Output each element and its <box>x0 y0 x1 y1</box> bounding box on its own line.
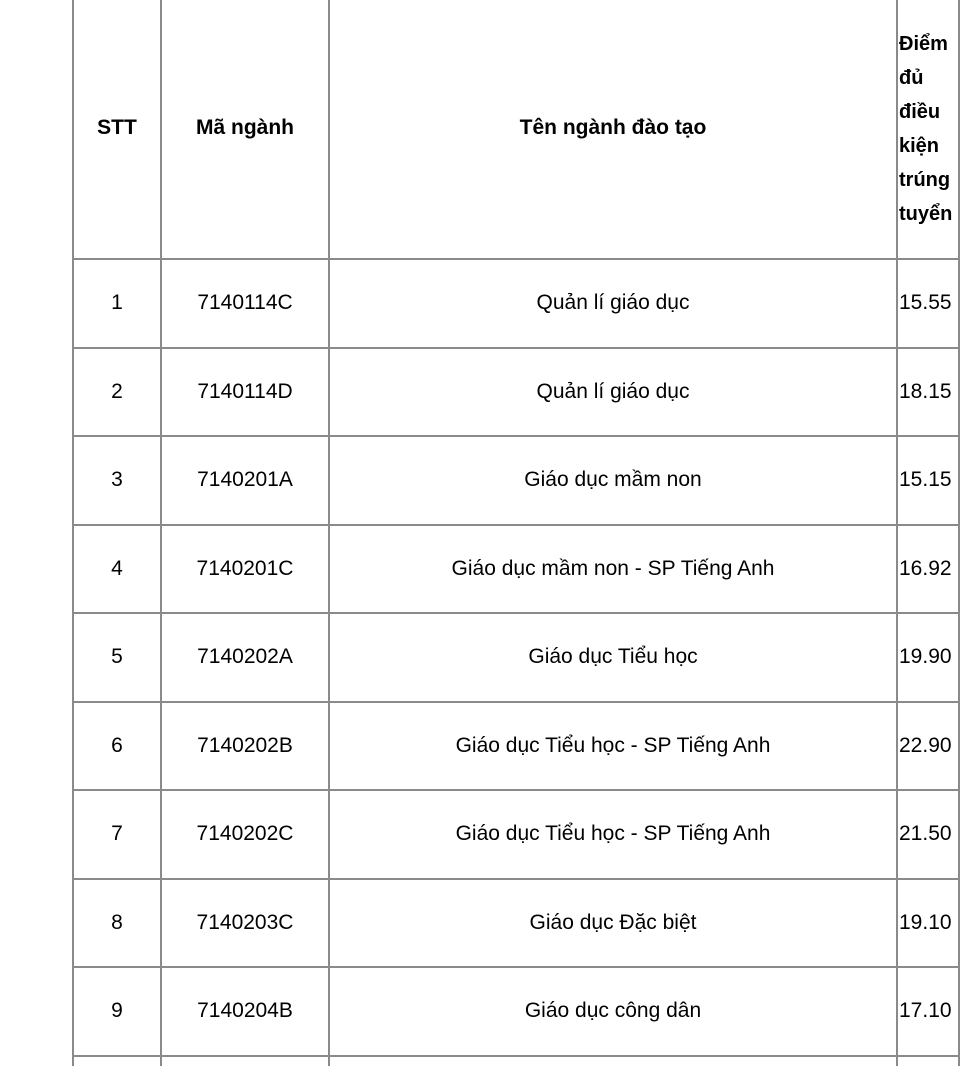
cell-stt: 2 <box>73 348 161 437</box>
cell-major-name: Giáo dục Tiểu học <box>329 613 897 702</box>
cell-major-code: 7140202C <box>161 790 329 879</box>
table-row <box>73 1056 960 1066</box>
cell-stt: 8 <box>73 879 161 968</box>
header-score-line: điều <box>899 101 941 123</box>
cell-major-code: 7140114C <box>161 259 329 348</box>
cell-major-code <box>161 1056 329 1066</box>
cell-stt: 6 <box>73 702 161 791</box>
cell-major-name: Quản lí giáo dục <box>329 259 897 348</box>
cell-major-code: 7140114D <box>161 348 329 437</box>
table-row <box>73 967 960 1056</box>
cell-score: 15.55 <box>897 259 960 348</box>
table-row <box>73 702 960 791</box>
cell-score: 19.10 <box>897 879 960 968</box>
cell-major-code: 7140203C <box>161 879 329 968</box>
table-row <box>73 525 960 614</box>
table-row <box>73 613 960 702</box>
cell-score: 19.90 <box>897 613 960 702</box>
cell-major-name: Quản lí giáo dục <box>329 348 897 437</box>
cell-major-name: Giáo dục công dân <box>329 967 897 1056</box>
table-row <box>73 436 960 525</box>
cell-major-name: Giáo dục Tiểu học - SP Tiếng Anh <box>329 702 897 791</box>
cell-score <box>897 1056 960 1066</box>
cell-major-name: Giáo dục mầm non <box>329 436 897 525</box>
cell-stt: 1 <box>73 259 161 348</box>
header-major-name: Tên ngành đào tạo <box>329 0 897 259</box>
cell-major-code: 7140201A <box>161 436 329 525</box>
cell-major-name: Giáo dục mầm non - SP Tiếng Anh <box>329 525 897 614</box>
header-score-line: tuyển <box>899 203 953 225</box>
cell-major-code: 7140202A <box>161 613 329 702</box>
header-major-code: Mã ngành <box>161 0 329 259</box>
cell-score: 21.50 <box>897 790 960 879</box>
cell-stt: 5 <box>73 613 161 702</box>
header-admission-score <box>897 0 960 259</box>
header-score-line: kiện <box>899 135 940 157</box>
table-row <box>73 879 960 968</box>
cell-stt: 7 <box>73 790 161 879</box>
cell-major-code: 7140204B <box>161 967 329 1056</box>
header-stt: STT <box>73 0 161 259</box>
cell-score: 15.15 <box>897 436 960 525</box>
cell-score: 18.15 <box>897 348 960 437</box>
cell-stt: 4 <box>73 525 161 614</box>
cell-score: 16.92 <box>897 525 960 614</box>
cell-stt: 3 <box>73 436 161 525</box>
cell-stt: 9 <box>73 967 161 1056</box>
cell-score: 17.10 <box>897 967 960 1056</box>
table-row <box>73 790 960 879</box>
cell-major-name: Giáo dục Đặc biệt <box>329 879 897 968</box>
table-row <box>73 348 960 437</box>
cell-major-name: Giáo dục Tiểu học - SP Tiếng Anh <box>329 790 897 879</box>
cell-major-name <box>329 1056 897 1066</box>
header-score-line: đủ <box>899 67 924 89</box>
table-row <box>73 259 960 348</box>
cell-score: 22.90 <box>897 702 960 791</box>
header-score-line: trúng <box>899 169 951 191</box>
cell-major-code: 7140201C <box>161 525 329 614</box>
header-score-line: Điểm <box>899 33 948 55</box>
cell-major-code: 7140202B <box>161 702 329 791</box>
admission-score-table <box>72 0 960 1066</box>
table-header-row <box>73 0 960 259</box>
cell-stt <box>73 1056 161 1066</box>
